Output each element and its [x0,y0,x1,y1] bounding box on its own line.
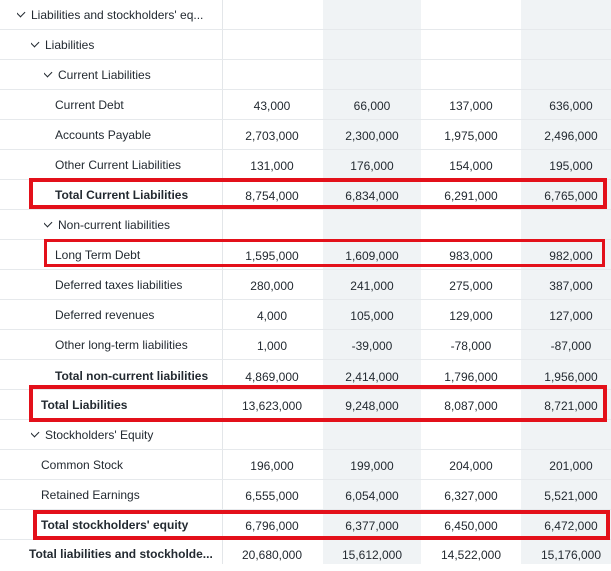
table-row [0,120,611,150]
value-cell: 66,000 [353,99,391,113]
table-row [0,420,611,450]
value-cell: 204,000 [449,459,493,473]
value-cell: 6,450,000 [444,519,498,533]
value-cell: 137,000 [449,99,493,113]
value-cell: 6,472,000 [544,519,598,533]
row-label: Total liabilities and stockholde... [29,547,213,561]
value-cell: 6,796,000 [245,519,299,533]
table-row [0,270,611,300]
row-label: Total Current Liabilities [55,188,189,202]
row-label-toggle[interactable] [31,420,217,450]
row-label: Current Debt [55,98,124,112]
row-label: Stockholders' Equity [45,428,154,442]
value-cell: 4,000 [256,309,288,323]
value-cell: 199,000 [350,459,394,473]
value-cell: 201,000 [549,459,593,473]
value-cell: 13,623,000 [241,399,303,413]
table-row [0,180,611,210]
row-label: Accounts Payable [55,128,152,142]
value-cell: 2,703,000 [245,129,299,143]
table-row [0,0,611,30]
value-cell: 127,000 [549,309,593,323]
value-cell: 8,754,000 [245,189,299,203]
value-cell: 982,000 [549,249,593,263]
value-cell: 6,327,000 [444,489,498,503]
row-label: Non-current liabilities [58,218,171,232]
chevron-down-icon [44,218,52,228]
row-label-toggle[interactable] [17,0,217,30]
row-label: Common Stock [41,458,124,472]
row-label: Retained Earnings [41,488,140,502]
value-cell: 241,000 [350,279,394,293]
value-cell: 15,176,000 [540,548,602,562]
value-cell: 2,300,000 [345,129,399,143]
value-cell: 6,834,000 [345,189,399,203]
value-cell: 636,000 [549,99,593,113]
value-cell: 6,555,000 [245,489,299,503]
chevron-down-icon [31,428,39,438]
table-row [0,300,611,330]
value-cell: -87,000 [550,339,592,353]
row-label-toggle[interactable] [44,60,217,90]
value-cell: 1,609,000 [345,249,399,263]
value-cell: 15,612,000 [341,548,403,562]
value-cell: -39,000 [351,339,393,353]
value-cell: 131,000 [250,159,294,173]
value-cell: 196,000 [250,459,294,473]
table-row [0,330,611,360]
value-cell: 1,000 [256,339,288,353]
value-cell: 387,000 [549,279,593,293]
table-row [0,90,611,120]
row-label: Total stockholders' equity [41,518,189,532]
row-label: Current Liabilities [58,68,151,82]
value-cell: 8,721,000 [544,399,598,413]
table-row [0,480,611,510]
value-cell: 8,087,000 [444,399,498,413]
value-cell: 20,680,000 [241,548,303,562]
value-cell: 5,521,000 [544,489,598,503]
table-row [0,210,611,240]
row-label-toggle[interactable] [44,210,217,240]
row-label-toggle[interactable] [31,30,217,60]
table-row [0,30,611,60]
table-row [0,390,611,420]
value-cell: 14,522,000 [440,548,502,562]
table-row [0,360,611,390]
row-label: Total Liabilities [41,398,128,412]
table-row [0,150,611,180]
value-cell: 195,000 [549,159,593,173]
row-label: Long Term Debt [55,248,141,262]
chevron-down-icon [31,38,39,48]
value-cell: 154,000 [449,159,493,173]
value-cell: 983,000 [449,249,493,263]
row-label: Deferred taxes liabilities [55,278,183,292]
value-cell: 176,000 [350,159,394,173]
value-cell: 6,291,000 [444,189,498,203]
value-cell: 4,869,000 [245,370,299,384]
table-row [0,539,611,569]
value-cell: 43,000 [253,99,291,113]
table-row [0,240,611,270]
value-cell: 6,765,000 [544,189,598,203]
value-cell: 2,496,000 [544,129,598,143]
value-cell: 2,414,000 [345,370,399,384]
row-label: Deferred revenues [55,308,155,322]
value-cell: 1,975,000 [444,129,498,143]
value-cell: 1,796,000 [444,370,498,384]
value-cell: 6,377,000 [345,519,399,533]
chevron-down-icon [17,8,25,18]
chevron-down-icon [44,68,52,78]
value-cell: 275,000 [449,279,493,293]
value-cell: 1,956,000 [544,370,598,384]
value-cell: 9,248,000 [345,399,399,413]
value-cell: 129,000 [449,309,493,323]
value-cell: 1,595,000 [245,249,299,263]
row-label: Other Current Liabilities [55,158,182,172]
row-label: Other long-term liabilities [55,338,188,352]
row-label: Total non-current liabilities [55,369,209,383]
table-row [0,60,611,90]
row-label: Liabilities and stockholders' eq... [31,8,204,22]
table-row [0,510,611,540]
table-row [0,450,611,480]
row-label: Liabilities [45,38,95,52]
value-cell: 280,000 [250,279,294,293]
value-cell: -78,000 [450,339,492,353]
value-cell: 6,054,000 [345,489,399,503]
value-cell: 105,000 [350,309,394,323]
